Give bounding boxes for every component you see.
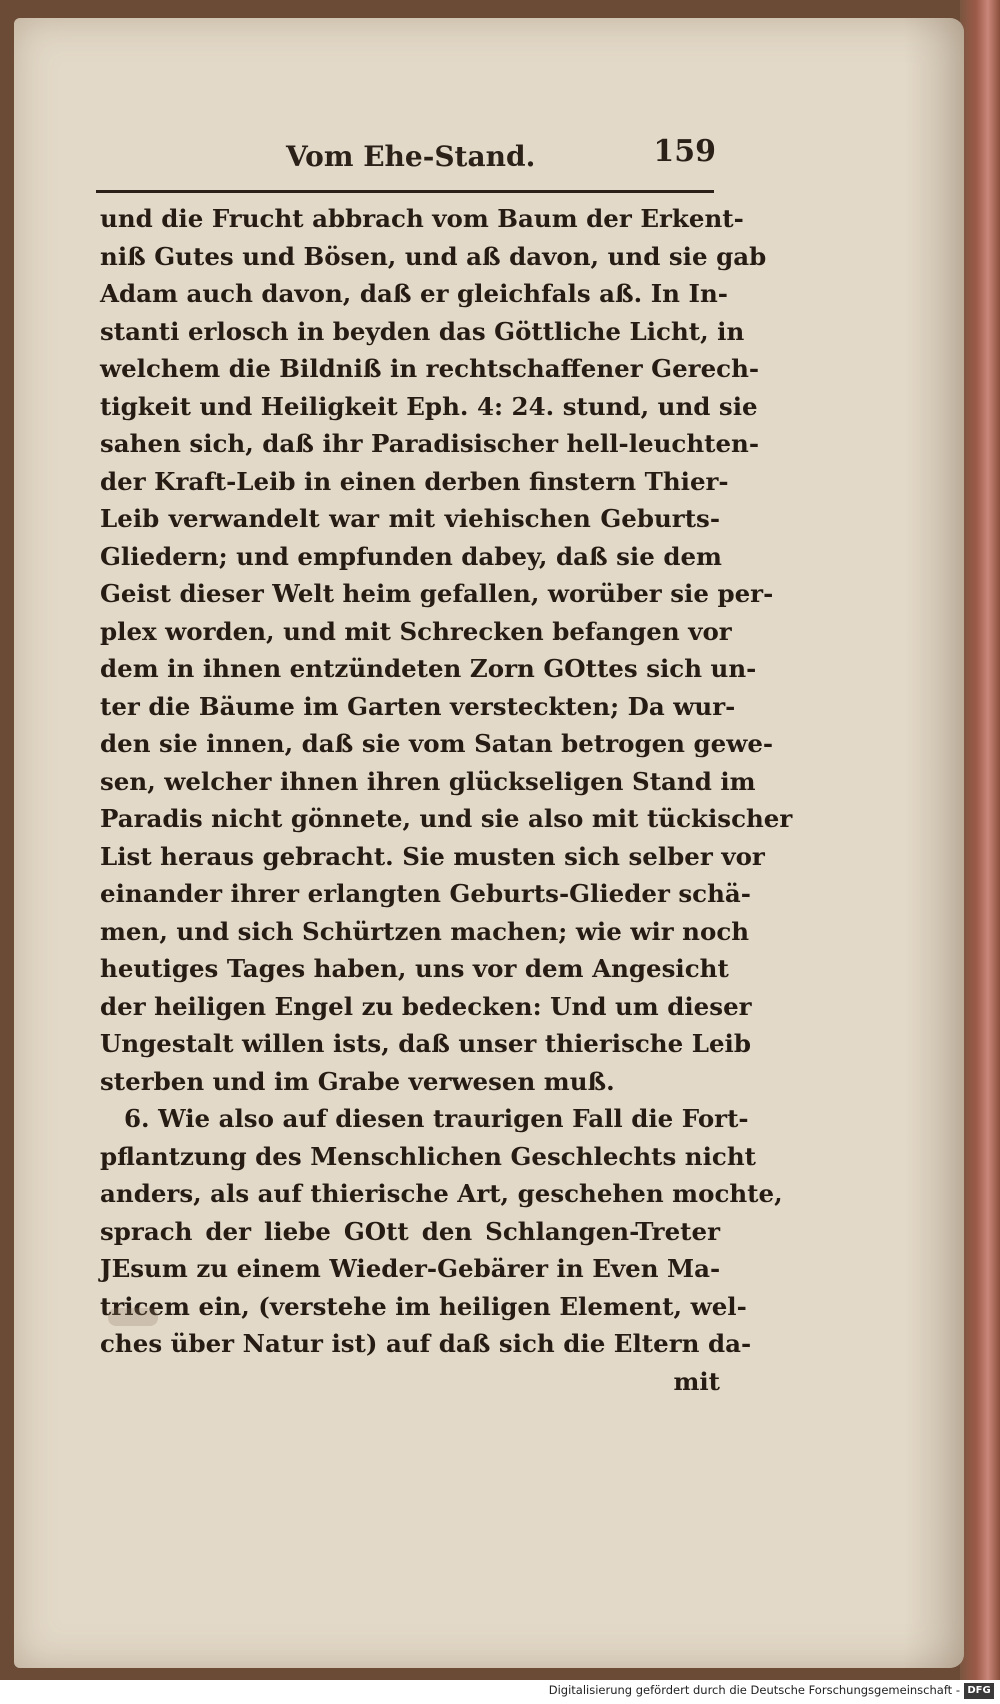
text-line: ches über Natur ist) auf daß sich die Eltern da- [100, 1329, 752, 1358]
funding-credit: Digitalisierung gefördert durch die Deutsche Forschungsgemeinschaft - [548, 1683, 960, 1697]
digitization-footer [0, 1680, 1000, 1704]
text-line: Leib verwandelt war mit viehischen Geburts- [100, 504, 720, 533]
text-line: der Kraft-Leib in einen derben finstern Thier- [100, 466, 729, 496]
paragraph-start-line: 6. Wie also auf diesen traurigen Fall die Fort- [124, 1104, 749, 1133]
text-line: anders, als auf thierische Art, geschehen mochte, [100, 1179, 783, 1208]
text-line: sen, welcher ihnen ihren glückseligen Stand im [100, 766, 756, 796]
book-cover-edge [960, 0, 1000, 1680]
page-number: 159 [653, 134, 716, 169]
text-line: JEsum zu einem Wieder-Gebärer in Even Ma- [100, 1254, 721, 1283]
text-line: Ungestalt willen ists, daß unser thierische Leib [100, 1029, 751, 1058]
text-line: den sie innen, daß sie vom Satan betrogen gewe- [100, 729, 774, 758]
text-line: einander ihrer erlangten Geburts-Glieder schä- [100, 879, 751, 908]
catchword: mit [673, 1366, 720, 1396]
text-line: stanti erlosch in beyden das Göttliche Licht, in [100, 316, 745, 346]
faint-ink-mark [108, 1308, 158, 1326]
text-line: List heraus gebracht. Sie musten sich selber vor [100, 841, 765, 871]
text-line: Geist dieser Welt heim gefallen, worüber sie per- [100, 579, 774, 608]
text-line: Adam auch davon, daß er gleichfals aß. In In- [100, 279, 728, 308]
text-line: Paradis nicht gönnete, und sie also mit tückischer [100, 804, 793, 833]
text-line: tigkeit und Heiligkeit Eph. 4: 24. stund, und sie [100, 391, 758, 421]
text-line: tricem ein, (verstehe im heiligen Element, wel- [100, 1291, 747, 1321]
text-line: plex worden, und mit Schrecken befangen vor [100, 616, 732, 646]
running-head: Vom Ehe-Stand. [286, 140, 536, 173]
text-line: und die Frucht abbrach vom Baum der Erkent- [100, 204, 744, 233]
text-line: sahen sich, daß ihr Paradisischer hell-leuchten- [100, 429, 760, 458]
text-line: dem in ihnen entzündeten Zorn GOttes sich un- [100, 654, 757, 683]
text-line: heutiges Tages haben, uns vor dem Angesicht [100, 954, 729, 983]
text-line: men, und sich Schürtzen machen; wie wir noch [100, 916, 750, 946]
text-line: sterben und im Grabe verwesen muß. [100, 1066, 615, 1096]
text-line: ter die Bäume im Garten versteckten; Da wur- [100, 691, 736, 721]
text-line: der heiligen Engel zu bedecken: Und um dieser [100, 991, 752, 1021]
dfg-logo: DFG [964, 1683, 994, 1699]
header-rule [96, 190, 714, 193]
page-header [96, 132, 716, 182]
text-line: pflantzung des Menschlichen Geschlechts nicht [100, 1141, 756, 1171]
page-curl-shadow [904, 18, 964, 1668]
text-line: sprach der liebe GOtt den Schlangen-Treter [100, 1216, 720, 1246]
text-line: niß Gutes und Bösen, und aß davon, und sie gab [100, 241, 767, 271]
body-text [100, 200, 793, 1400]
text-line: welchem die Bildniß in rechtschaffener Gerech- [100, 354, 760, 383]
text-line: Gliedern; und empfunden dabey, daß sie dem [100, 541, 722, 571]
